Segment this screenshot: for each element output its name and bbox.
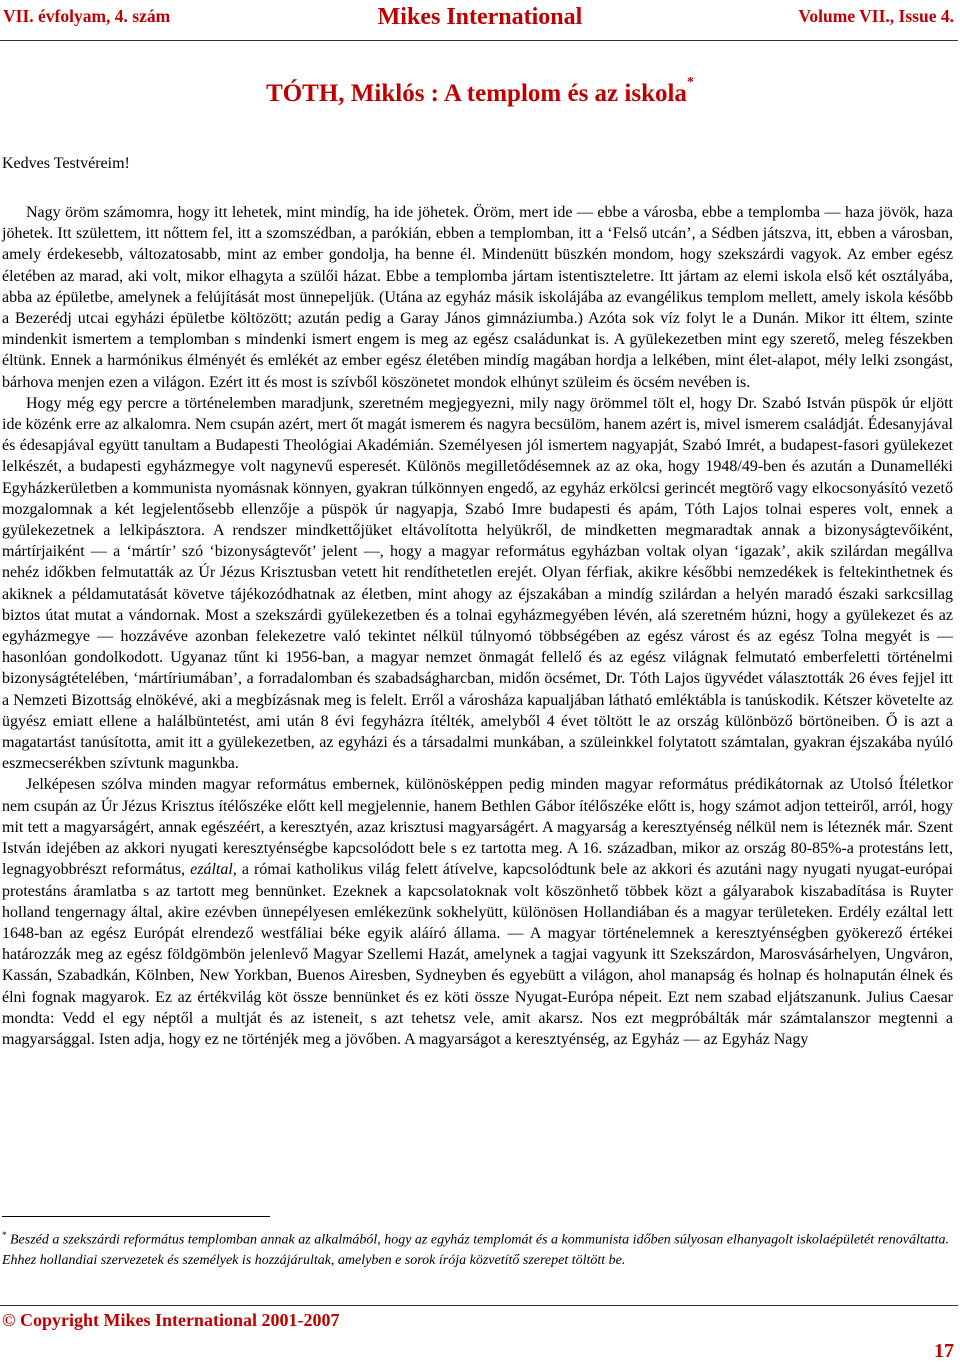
issue-label-en: Volume VII., Issue 4.	[798, 6, 954, 26]
footnote	[2, 1225, 950, 1271]
salutation: Kedves Testvéreim!	[2, 155, 130, 172]
paragraph-3-part-a: Jelképesen szólva minden magyar református embernek, különösképpen pedig minden magyar református prédikátornak az Utolsó Ítéletkor nem csupán az Úr Jézus Krisztus ítélőszéke előtt kell megjelennie, hanem Bethlen Gábor ítélőszéke előtt is, hogy számot adjon tetteiről, arról, hogy mit tett a magyarságért, annak egészéért, a keresztyén, azaz krisztusi magyarságért. A magyarság a keresztyénség nélkül nem is léteznék már. Szent István idejében az akkori nyugati keresztyénségbe kapcsolódott bele s ez tartotta meg. A 16. században, mikor az ország 80-85%-a protestáns lett, legnagyobbrészt református,	[2, 776, 953, 879]
article-title	[0, 74, 960, 108]
footnote-text: Beszéd a szekszárdi református templomban annak az alkalmából, hogy az egyház templomát és a kommunista időben súlyosan elhanyagolt iskolaépületét renováltatta. Ehhez hollandiai szervezetek és személyek is hozzájárultak, amelyben e sorok írója közvetítő szerepet töltött be.	[2, 1232, 950, 1268]
issue-label-hu: VII. évfolyam, 4. szám	[3, 6, 171, 26]
header-divider	[0, 40, 958, 41]
paragraph-3	[2, 774, 953, 1050]
publication-name: Mikes International	[377, 4, 583, 30]
copyright-notice: © Copyright Mikes International 2001-2007	[2, 1310, 340, 1330]
article-body	[2, 202, 953, 1050]
page-number: 17	[934, 1340, 954, 1362]
footnote-marker: *	[2, 1230, 7, 1240]
footer-divider	[0, 1305, 958, 1306]
paragraph-2: Hogy még egy percre a történelemben maradjunk, szeretném megjegyezni, mily nagy örömmel tölt el, hogy Dr. Szabó István püspök úr eljött ide közénk erre az alkalomra. Nem csupán azért, mert őt magát ismerem és nagyra becsülöm, hanem azért is, mivel ismerem családját. Édesanyjával és édesapjával együtt tanultam a Budapesti Theológiai Akadémián. Személyesen jól ismertem nagyapját, Szabó Imrét, a budapest-fasori gyülekezet lelkészét, a budapesti egyházmegye volt nagynevű esperesét. Különös megilletődésemnek az az oka, hogy 1948/49-ben és azután a Dunamelléki Egyházkerületben a kommunista nyomásnak könnyen, gyakran túlkönnyen engedő, az egyház erkölcsi gerincét megtörő vagy elkocsonyásító vezető mozgalomnak a két legjelentősebb ellenzője a püspök úr nagyapja, Szabó Imre budapesti és apám, Tóth Lajos tolnai esperes volt, ennek a gyülekezetnek a lelkipásztora. A rendszer mindkettőjüket eltávolította helyükről, de mindketten megmaradtak annak a bizonyságtevőiként, mártírjaiként — a ‘mártír’ szó ‘bizonyságtevőt’ jelent —, hogy a magyar református egyházban voltak olyan ‘igazak’, akik szilárdan megállva nehéz időkben felmutatták az Úr Jézus Krisztusban vetett hit rendíthetetlen erejét. Olyan férfiak, akikre későbbi nemzedékek is feltekinthetnek és akiknek a példamutatását követve tájékozódhatnak az életben, mint ahogy az éjszakában a mindíg szilárdan a helyén maradó északi sarkcsillag biztos útat mutat a vándornak. Most a szekszárdi gyülekezetben és a tolnai egyházmegyében lévén, alá szeretném húzni, hogy a gyülekezet és az egyházmegye — hozzávéve azonban felekezetre való tekintet nélkül túlnyomó többségében az egész várost és az egész Tolna megyét is — hasonlóan gondolkodott. Ugyanaz tűnt ki 1956-ban, a magyar nemzet önmagát fellelő és az egész világnak felmutató emberfeletti történelmi bizonyságtételében, ‘mártíriumában’, a forradalomban és szabadságharcban, midőn öcsémet, Dr. Tóth Lajos ügyvédet választották 26 éves fejjel itt a Nemzeti Bizottság elnökévé, aki a megbízásnak meg is felelt. Erről a városháza kapualjában látható emléktábla is tanúskodik. Kétszer követelte az ügyész emiatt ellene a halálbüntetést, ami után 8 évi fegyházra ítélték, amelyből 4 évet töltött le az ország különböző börtöneiben. Ő is azt a magatartást tanúsította, amit itt a gyülekezetben, az egyházi és a társadalmi munkában, a szüleinkkel folytatott számtalan, gyakran éjszakába nyúló eszmecserékben szívtunk magunkba.	[2, 394, 953, 773]
article-title-text: TÓTH, Miklós : A templom és az iskola	[266, 80, 687, 107]
footnote-separator	[2, 1216, 270, 1217]
page-header	[0, 4, 960, 34]
paragraph-3-part-b: a római katholikus világ felett átívelve, kapcsolódtunk bele az akkori és azutáni nagy nyugati nyugat-európai protestáns áramlatba s az tartott meg bennünket. Ezeknek a kapcsolatoknak volt köszönhető többek közt a gályarabok kiszabadítása is Ruyter holland tengernagy által, akire ezévben ünnepélyesen emlékezünk sokhelyütt, különösen Hollandiában és a magyar területeken. Erdély ezáltal lett 1648-ban az egész Európát elrendező westfáliai béke egyik aláíró állama. — A magyar történelemnek a keresztyénségben gyökerező értékei határozzák meg az egész földgömbön jelenlevő Magyar Szellemi Hazát, amelynek a tagjai vagyunk itt Szekszárdon, Marosvásárhelyen, Ungváron, Kassán, Szabadkán, Kölnben, New Yorkban, Buenos Airesben, Sydneyben és egyebütt a világon, ahol manapság és holnap és holnapután élnek és élni fognak magyarok. Ez az értékvilág köt össze bennünket és ez köti össze Nyugat-Európa népeit. Ezt nem szabad eljátszanunk. Julius Caesar mondta: Vedd el egy néptől a multját és az isteneit, s azt tehetsz vele, amit akarsz. Nos ezt megpróbálták már számtalanszor megtenni a magyarsággal. Isten adja, hogy ez ne történjék meg a jövőben. A magyarságot a keresztyénség, az Egyház — az Egyház Nagy	[2, 861, 954, 1048]
paragraph-3-italic: ezáltal,	[190, 861, 237, 879]
title-footnote-marker[interactable]: *	[686, 74, 694, 90]
paragraph-1: Nagy öröm számomra, hogy itt lehetek, mint mindíg, ha ide jöhetek. Öröm, mert ide — ebbe a városba, ebbe a templomba — haza jövök, haza jöhetek. Itt születtem, itt nőttem fel, itt a szomszédban, a parókián, ebben a templomban, itt a ‘Felső utcán’, a Sédben játszva, itt, ebben a városban, amely érdekesebb, változatosabb, mint az ember gondolja, ha benne él. Mindenütt büszkén mondom, hogy szekszárdi vagyok. Az ember egész életében az marad, aki volt, mikor elhagyta a szülői házat. Ebbe a templomba jártam istentiszteletre. Itt jártam az elemi iskola első két osztályába, abba az épületbe, amelynek a felújítását most ünnepeljük. (Utána az egyház másik iskolájába az evangélikus templom mellett, amely iskola később a Bezerédj utcai egyházi épületbe költözött; azután pedig a Garay János gimnáziumba.) Azóta sok víz folyt le a Dunán. Mikor itt éltem, szinte mindenkit ismertem a templomban s mindenki ismert engem is meg az egész családunkat is. A gyülekezetben mint egy szerető, meleg fészekben éltünk. Ennek a harmónikus élményét és emlékét az ember egész életében mindíg magában hordja a lelkében, mint élet-alapot, mély lelki zsongást, bárhova menjen ezen a világon. Ezért itt és most is szívből köszönetet mondok elhúnyt szüleim és öcsém nevében is.	[2, 204, 953, 391]
